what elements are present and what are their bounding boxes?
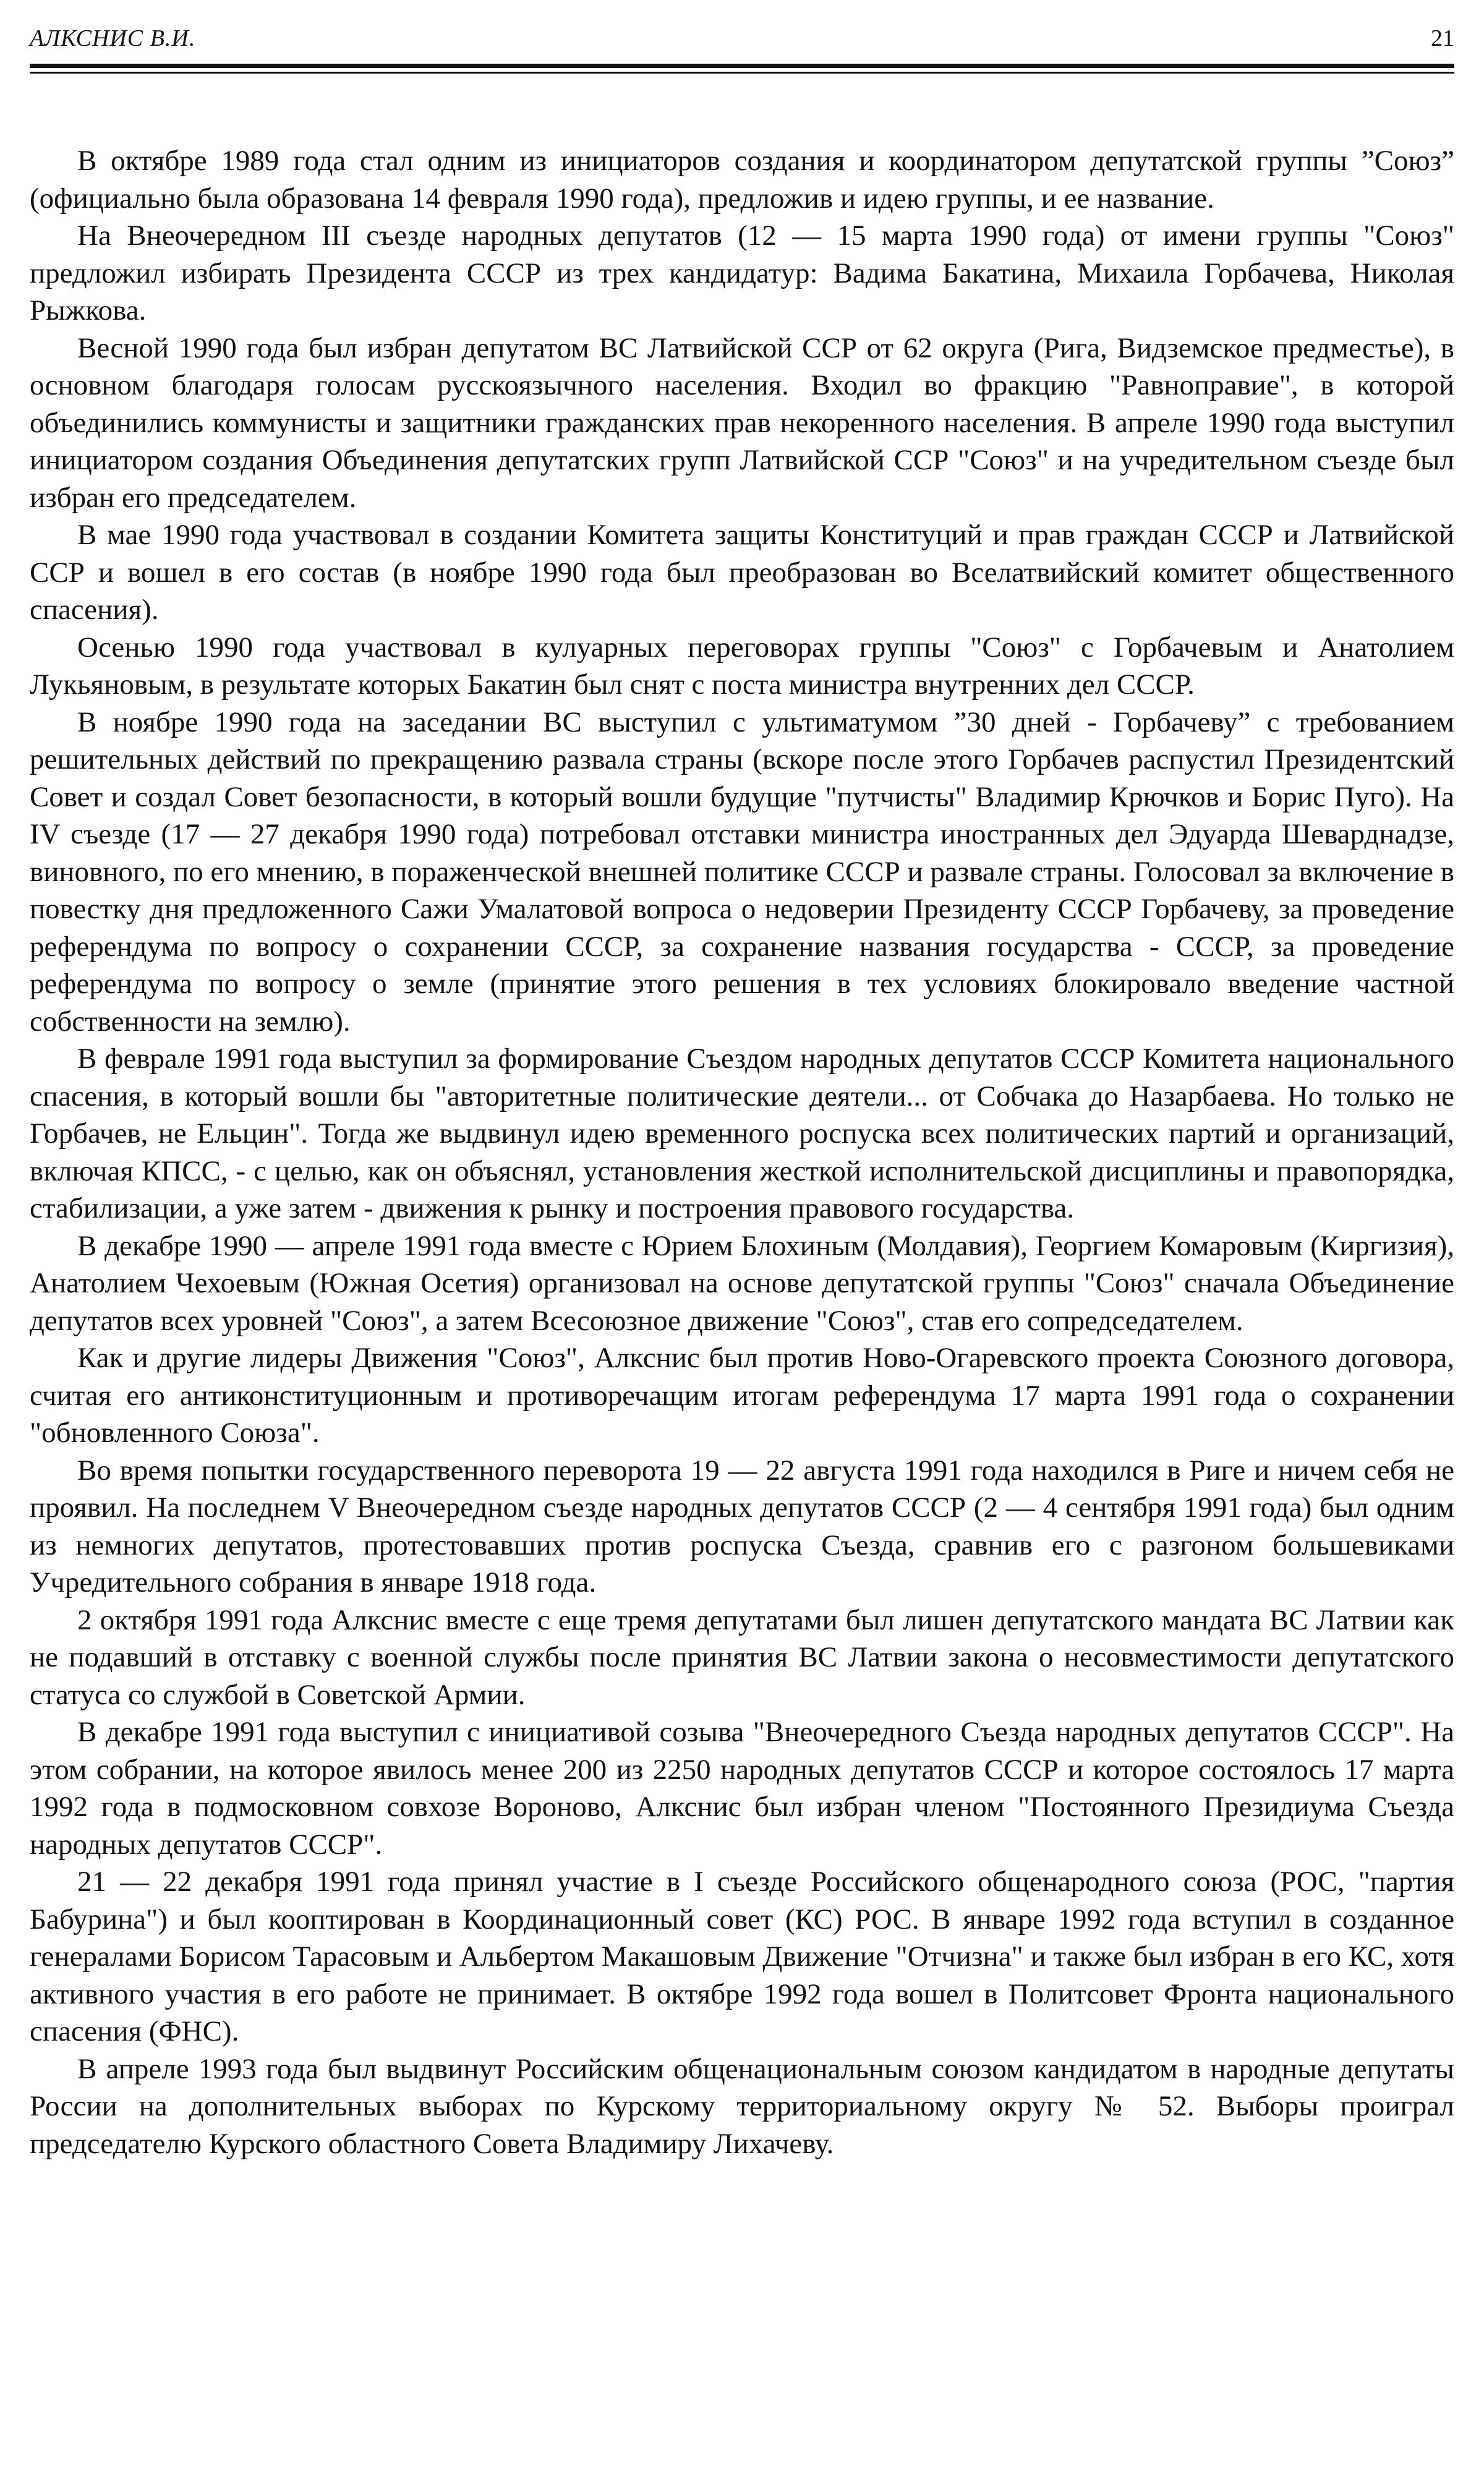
paragraph: В апреле 1993 года был выдвинут Российским общенациональным союзом кандидатом в народные депутаты России на дополнительных выборах по Курскому территориальному округу № 52. Выборы проиграл председателю Курского областного Совета Владимиру Лихачеву.: [30, 2052, 1454, 2160]
paragraph: В декабре 1990 — апреле 1991 года вместе с Юрием Блохиным (Молдавия), Георгием Комаровым (Киргизия), Анатолием Чехоевым (Южная Осетия) организовал на основе депутатской группы "Союз" сначала Объединение депутатов всех уровней "Союз", а затем Всесоюзное движение "Союз", став его сопредседателем.: [30, 1229, 1454, 1337]
header-rule-thin: [30, 72, 1454, 74]
paragraph: Осенью 1990 года участвовал в кулуарных переговорах группы "Союз" с Горбачевым и Анатолием Лукьяновым, в результате которых Бакатин был снят с поста министра внутренних дел СССР.: [30, 631, 1454, 701]
paragraph: 2 октября 1991 года Алкснис вместе с еще тремя депутатами был лишен депутатского мандата ВС Латвии как не подавший в отставку с военной службы после принятия ВС Латвии закона о несовместимости депутатского статуса со службой в Советской Армии.: [30, 1603, 1454, 1711]
paragraph: В декабре 1991 года выступил с инициативой созыва "Внеочередного Съезда народных депутатов СССР". На этом собрании, на которое явилось менее 200 из 2250 народных депутатов СССР и которое состоялось 17 марта 1992 года в подмосковном совхозе Вороново, Алкснис был избран членом "Постоянного Президиума Съезда народных депутатов СССР".: [30, 1716, 1454, 1861]
page-number: 21: [1431, 25, 1454, 51]
paragraph: В ноябре 1990 года на заседании ВС выступил с ультиматумом ”30 дней - Горбачеву” с требованием решительных действий по прекращению развала страны (вскоре после этого Горбачев распустил Президентский Совет и создал Совет безопасности, в который вошли будущие "путчисты" Владимир Крючков и Борис Пуго). На IV съезде (17 — 27 декабря 1990 года) потребовал отставки министра иностранных дел Эдуарда Шеварднадзе, виновного, по его мнению, в пораженческой внешней политике СССР и развале страны. Голосовал за включение в повестку дня предложенного Сажи Умалатовой вопроса о недоверии Президенту СССР Горбачеву, за проведение референдума по вопросу о сохранении СССР, за сохранение названия государства - СССР, за проведение референдума по вопросу о земле (принятие этого решения в тех условиях блокировало введение частной собственности на землю).: [30, 706, 1454, 1038]
page-header: [30, 20, 1454, 57]
paragraph: Во время попытки государственного переворота 19 — 22 августа 1991 года находился в Риге и ничем себя не проявил. На последнем V Внеочередном съезде народных депутатов СССР (2 — 4 сентября 1991 года) был одним из немногих депутатов, протестовавших против роспуска Съезда, сравнив его с разгоном большевиками Учредительного собрания в январе 1918 года.: [30, 1454, 1454, 1598]
running-head-author: АЛКСНИС В.И.: [30, 25, 196, 51]
header-rule-thick: [30, 64, 1454, 68]
paragraph: 21 — 22 декабря 1991 года принял участие в I съезде Российского общенародного союза (РОС, "партия Бабурина") и был кооптирован в Координационный совет (КС) РОС. В январе 1992 года вступил в созданное генералами Борисом Тарасовым и Альбертом Макашовым Движение "Отчизна" и также был избран в его КС, хотя активного участия в его работе не принимает. В октябре 1992 года вошел в Политсовет Фронта национального спасения (ФНС).: [30, 1866, 1454, 2047]
body-text: [30, 142, 1454, 2162]
paragraph: Как и другие лидеры Движения "Союз", Алкснис был против Ново-Огаревского проекта Союзного договора, считая его антиконституционным и противоречащим итогам референдума 17 марта 1991 года о сохранении "обновленного Союза".: [30, 1342, 1454, 1449]
paragraph: В октябре 1989 года стал одним из инициаторов создания и координатором депутатской группы ”Союз” (официально была образована 14 февраля 1990 года), предложив и идею группы, и ее название.: [30, 145, 1454, 215]
paragraph: В феврале 1991 года выступил за формирование Съездом народных депутатов СССР Комитета национального спасения, в который вошли бы "авторитетные политические деятели... от Собчака до Назарбаева. Но только не Горбачев, не Ельцин". Тогда же выдвинул идею временного роспуска всех политических партий и организаций, включая КПСС, - с целью, как он объяснял, установления жесткой исполнительской дисциплины и правопорядка, стабилизации, а уже затем - движения к рынку и построения правового государства.: [30, 1043, 1454, 1224]
paragraph: Весной 1990 года был избран депутатом ВС Латвийской ССР от 62 округа (Рига, Видземское предместье), в основном благодаря голосам русскоязычного населения. Входил во фракцию "Равноправие", в которой объединились коммунисты и защитники гражданских прав некоренного населения. В апреле 1990 года выступил инициатором создания Объединения депутатских групп Латвийской ССР "Союз" и на учредительном съезде был избран его председателем.: [30, 331, 1454, 514]
paragraph: На Внеочередном III съезде народных депутатов (12 — 15 марта 1990 года) от имени группы "Союз" предложил избирать Президента СССР из трех кандидатур: Вадима Бакатина, Михаила Горбачева, Николая Рыжкова.: [30, 220, 1454, 326]
paragraph: В мае 1990 года участвовал в создании Комитета защиты Конституций и прав граждан СССР и Латвийской ССР и вошел в его состав (в ноябре 1990 года был преобразован во Вселатвийский комитет общественного спасения).: [30, 519, 1454, 626]
